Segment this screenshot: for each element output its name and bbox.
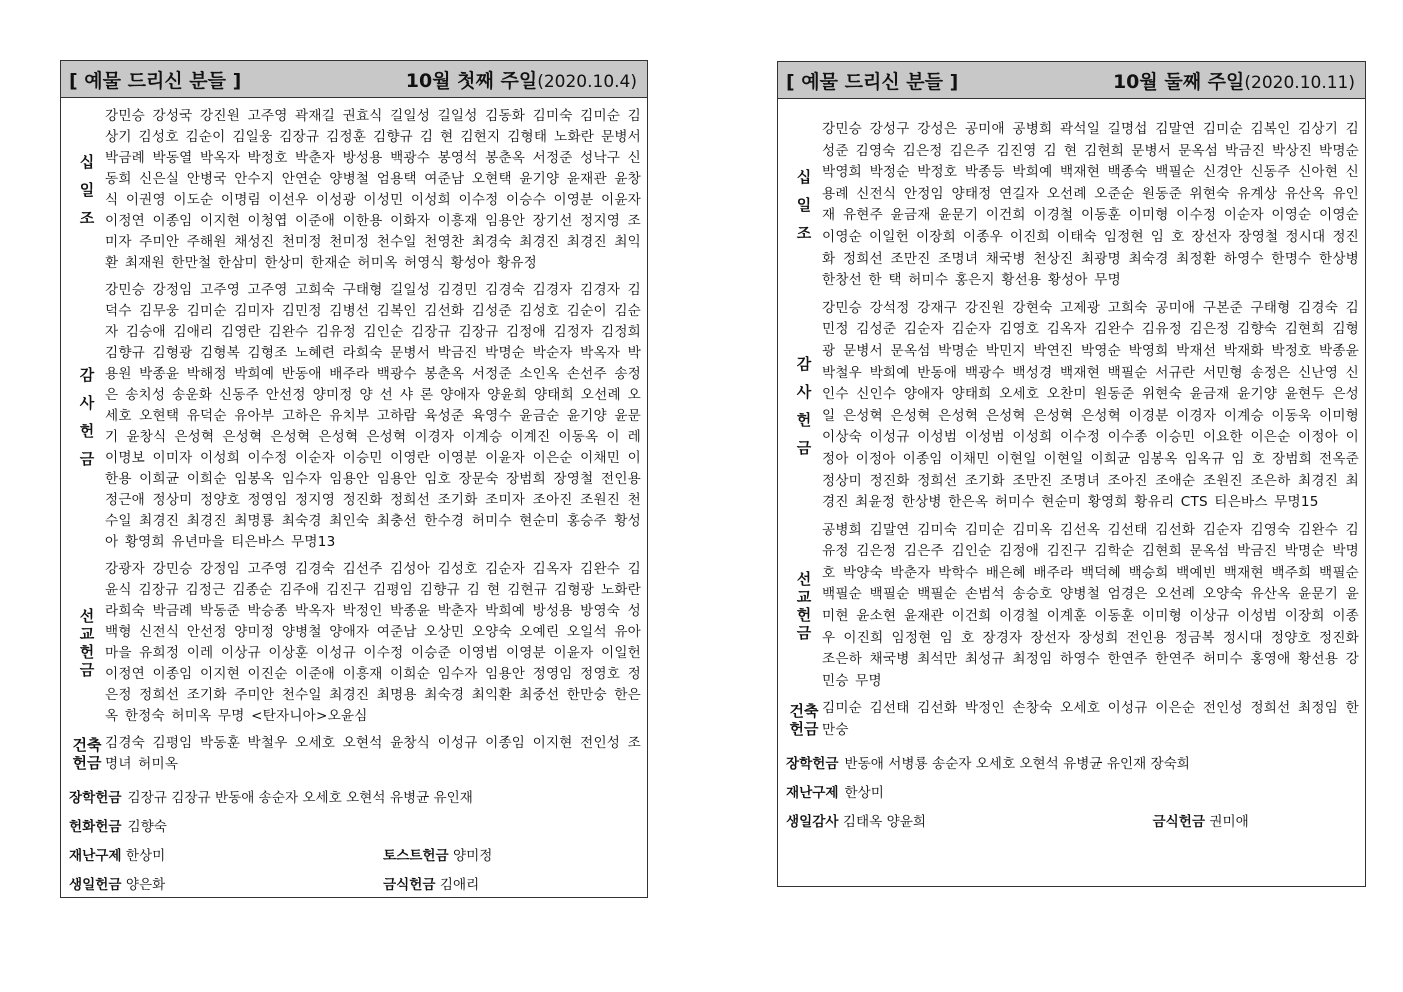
panel-date: 10월 둘째 주일(2020.10.11) [1112,70,1355,93]
panel-title: [ 예물 드리신 분들 ] [786,70,959,93]
right-offering-panel [777,61,1366,887]
left-offering-panel [60,60,648,898]
section-building [786,698,1359,741]
name-list: 강민승 강정임 고주영 고주영 고희숙 구태형 길일성 김경민 김경숙 김경자 김경자 김덕수 김무웅 김미순 김미자 김민정 김병선 김복인 김선화 김성준 김성호 김순이 김순자 김승애 김애리 김영란 김완수 김유정 김인순 김장규 김장규 김정애 김정자 김정희 김향규 김형광 김형복 김형조 노혜련 라희숙 문병서 박금진 박명순 박순자 박옥자 박용원 박종윤 박해정 박희예 반동애 배주라 백광수 봉춘옥 서정준 소인옥 손선주 송정은 송치성 송운화 신동주 안선정 양미정 양 선 샤 론 양애자 양윤희 양태희 오선례 오세호 오현택 유덕순 유아부 고하은 유치부 고하람 육성준 육영수 윤금순 윤기양 윤문기 윤창식 은성혁 은성혁 은성혁 은성혁 은성혁 이경자 이계승 이계진 이동옥 이 레 이명보 이미자 이성희 이수정 이순자 이승민 이영란 이영분 이윤자 이은순 이채민 이한용 이희균 이희순 임봉옥 임수자 임용안 임용안 임호 장문숙 장범희 장영철 전인용 정근애 정상미 정양호 정영임 정지영 정진화 정희선 조기화 조미자 조아진 조원진 천수일 최경진 최경진 최명룡 최숙경 최인숙 최충선 한수경 허미수 현순미 홍승주 황성아 황영희 유년마을 티은바스 무명13 [105,282,641,550]
panel-date: 10월 첫째 주일(2020.10.4) [405,69,637,92]
panel-title: [ 예물 드리신 분들 ] [69,69,242,92]
name-list: 김경숙 김평임 박동훈 박철우 오세호 오현석 윤창식 이성규 이종임 이지현 전인성 조명녀 허미옥 [105,735,641,772]
panel-body [61,98,647,897]
name-list: 공병희 김말연 김미숙 김미순 김미옥 김선옥 김선태 김선화 김순자 김영숙 김완수 김유정 김은정 김은주 김인순 김정애 김진구 김학순 김현희 문옥섬 박금진 박명순 박명호 박양숙 박춘자 박학수 배은혜 배주라 백덕혜 백승희 백예빈 백재현 백주희 백필순 백필순 백필순 백필순 손범석 송승호 양병철 엄경은 오선례 오양숙 유산옥 윤문기 윤미현 윤소현 윤재관 이건희 이경철 이계훈 이동훈 이미형 이상규 이성범 이장희 이종우 이진희 임정현 임 호 장경자 장선자 장성희 전인용 정금복 정시대 정양호 정진화 조은하 채국병 최석만 최성규 최정임 하영수 한연주 한연주 허미수 홍영애 황선용 강민승 무명 [822,521,1359,689]
name-list: 강민승 강석정 강재구 강진원 강현숙 고제광 고희숙 공미애 구본준 구태형 김경숙 김민정 김성준 김순자 김순자 김영호 김옥자 김완수 김유정 김은정 김향숙 김현희 김형광 문병서 문옥섬 박명순 박민지 박연진 박영순 박영희 박재선 박재화 박정호 박종윤 박철우 박희예 반동애 백광수 백성경 백재현 백필순 서규란 서민형 송정은 신난영 신인수 신인수 양애자 양태희 오세호 오찬미 원동준 위현숙 윤금재 윤기양 윤현두 은성일 은성혁 은성혁 은성혁 은성혁 은성혁 은성혁 이경분 이경자 이계승 이동욱 이미형 이상숙 이성규 이성범 이성범 이성희 이수정 이수종 이승민 이요한 이은순 이정아 이정아 이정아 이종임 이채민 이현일 이현일 이희균 임봉옥 임옥규 임 호 장범희 전옥준 정상미 정진화 정희선 조기화 조만진 조명녀 조아진 조애순 조원진 조은하 최경진 최경진 최윤정 한상병 한은옥 허미수 현순미 황영희 황유리 CTS 티은바스 무명15 [822,299,1359,511]
row-pair: 생일헌금 양은화 금식헌금 김애리 [69,876,480,893]
row-relief: 재난구제 한상미 [786,785,884,802]
row-flower: 헌화헌금 김향숙 [69,818,167,835]
section-mission [69,559,641,727]
section-label: 십 일 조 [796,168,812,243]
panel-header [61,61,647,98]
name-list: 강광자 강민승 강정임 고주영 김경숙 김선주 김성아 김성호 김순자 김옥자 김완수 김윤식 김장규 김정근 김종순 김주애 김진구 김평임 김향규 김 현 김현규 김형광 노화란 라희숙 박금례 박동준 박승종 박옥자 박정인 박종윤 박춘자 박희예 방성용 방영숙 성백형 신전식 안선정 양미정 양병철 양애자 여준남 오상민 오양숙 오예린 오일석 유아마을 유희정 이레 이상규 이상훈 이성규 이수정 이승준 이영범 이영분 이윤자 이일헌 이정연 이종임 이지현 이진순 이준애 이흥재 이희순 임수자 임용안 정영임 정영호 정은정 정희선 조기화 주미안 천수일 최경진 최명용 최숙경 최익환 최중선 한만숭 한은옥 한정숙 허미옥 무명 <탄자니아>오윤심 [105,561,641,724]
section-thanksgiving [69,280,641,553]
panel-body [778,99,1365,835]
section-label: 십 일 조 [79,153,95,227]
name-list: 강민승 강성국 강진원 고주영 곽재길 권효식 길일성 길일성 김동화 김미숙 김미순 김상기 김성호 김순이 김일웅 김장규 김정훈 김향규 김 현 김현지 김형태 노화란 문병서 박금례 박동열 박옥자 박정호 박춘자 방성용 백광수 봉영석 봉춘옥 서정준 성낙구 신동희 신은실 안병국 안수지 안연순 양병철 엄용택 여준남 오현택 윤기양 윤재관 윤창식 이권영 이도순 이명림 이선우 이성광 이성민 이성희 이수정 이승수 이영분 이윤자 이정연 이종임 이지현 이청엽 이준애 이한용 이화자 이흥재 임용안 장기선 정지영 조미자 주미안 주해원 채성진 천미정 천미정 천수일 천영찬 최경숙 최경진 최경진 최익환 최재원 한만철 한삼미 한상미 한재순 허미옥 허영식 황성아 황유정 [105,108,641,271]
section-label: 건축 헌금 [72,736,102,772]
section-label: 선 교 헌 금 [79,607,95,679]
name-list: 김미순 김선태 김선화 박정인 손창숙 오세호 이성규 이은순 전인성 정희선 최정임 한만숭 [822,700,1359,739]
row-pair: 재난구제 한상미 토스트헌금 양미정 [69,847,493,864]
panel-header [778,62,1365,99]
section-tithe [69,106,641,274]
section-mission [786,520,1359,693]
section-label: 건축 헌금 [789,702,819,739]
section-label: 감 사 헌 금 [79,365,95,468]
row-scholarship: 장학헌금 김장규 김장규 반동애 송순자 오세호 오현석 유병균 유인재 [69,789,473,806]
section-building [69,733,641,775]
section-label: 감 사 헌 금 [796,354,812,457]
section-label: 선 교 헌 금 [796,570,812,643]
name-list: 강민승 강성구 강성은 공미애 공병희 곽석일 길명섭 김말연 김미순 김복인 김상기 김성준 김영숙 김은정 김은주 김진영 김 현 김현희 문병서 문옥섬 박금진 박상진 박명순 박영희 박정순 박정호 박종등 박희예 백재현 백종숙 백필순 신경안 신동주 신아현 신용례 신전식 안정임 양태정 연길자 오선례 오준순 원동준 위현숙 유계상 유산옥 유인재 유현주 윤금재 윤문기 이건희 이경철 이동훈 이미형 이수정 이순자 이영순 이영순 이영순 이일헌 이장희 이종우 이진희 이태숙 임정현 임 호 장선자 장영철 정시대 정진화 정희선 조만진 조명녀 채국병 천상진 최광명 최숙경 최정환 하영수 한명수 한상병 한창선 한 택 허미수 홍은지 황선용 황성아 무명 [822,121,1359,289]
section-tithe [786,119,1359,292]
row-pair: 생일감사 김태옥 양윤희 금식헌금 권미애 [786,814,1249,831]
row-scholarship: 장학헌금 반동애 서병룡 송순자 오세호 오현석 유병균 유인재 장숙희 [786,756,1190,773]
section-thanksgiving [786,298,1359,514]
